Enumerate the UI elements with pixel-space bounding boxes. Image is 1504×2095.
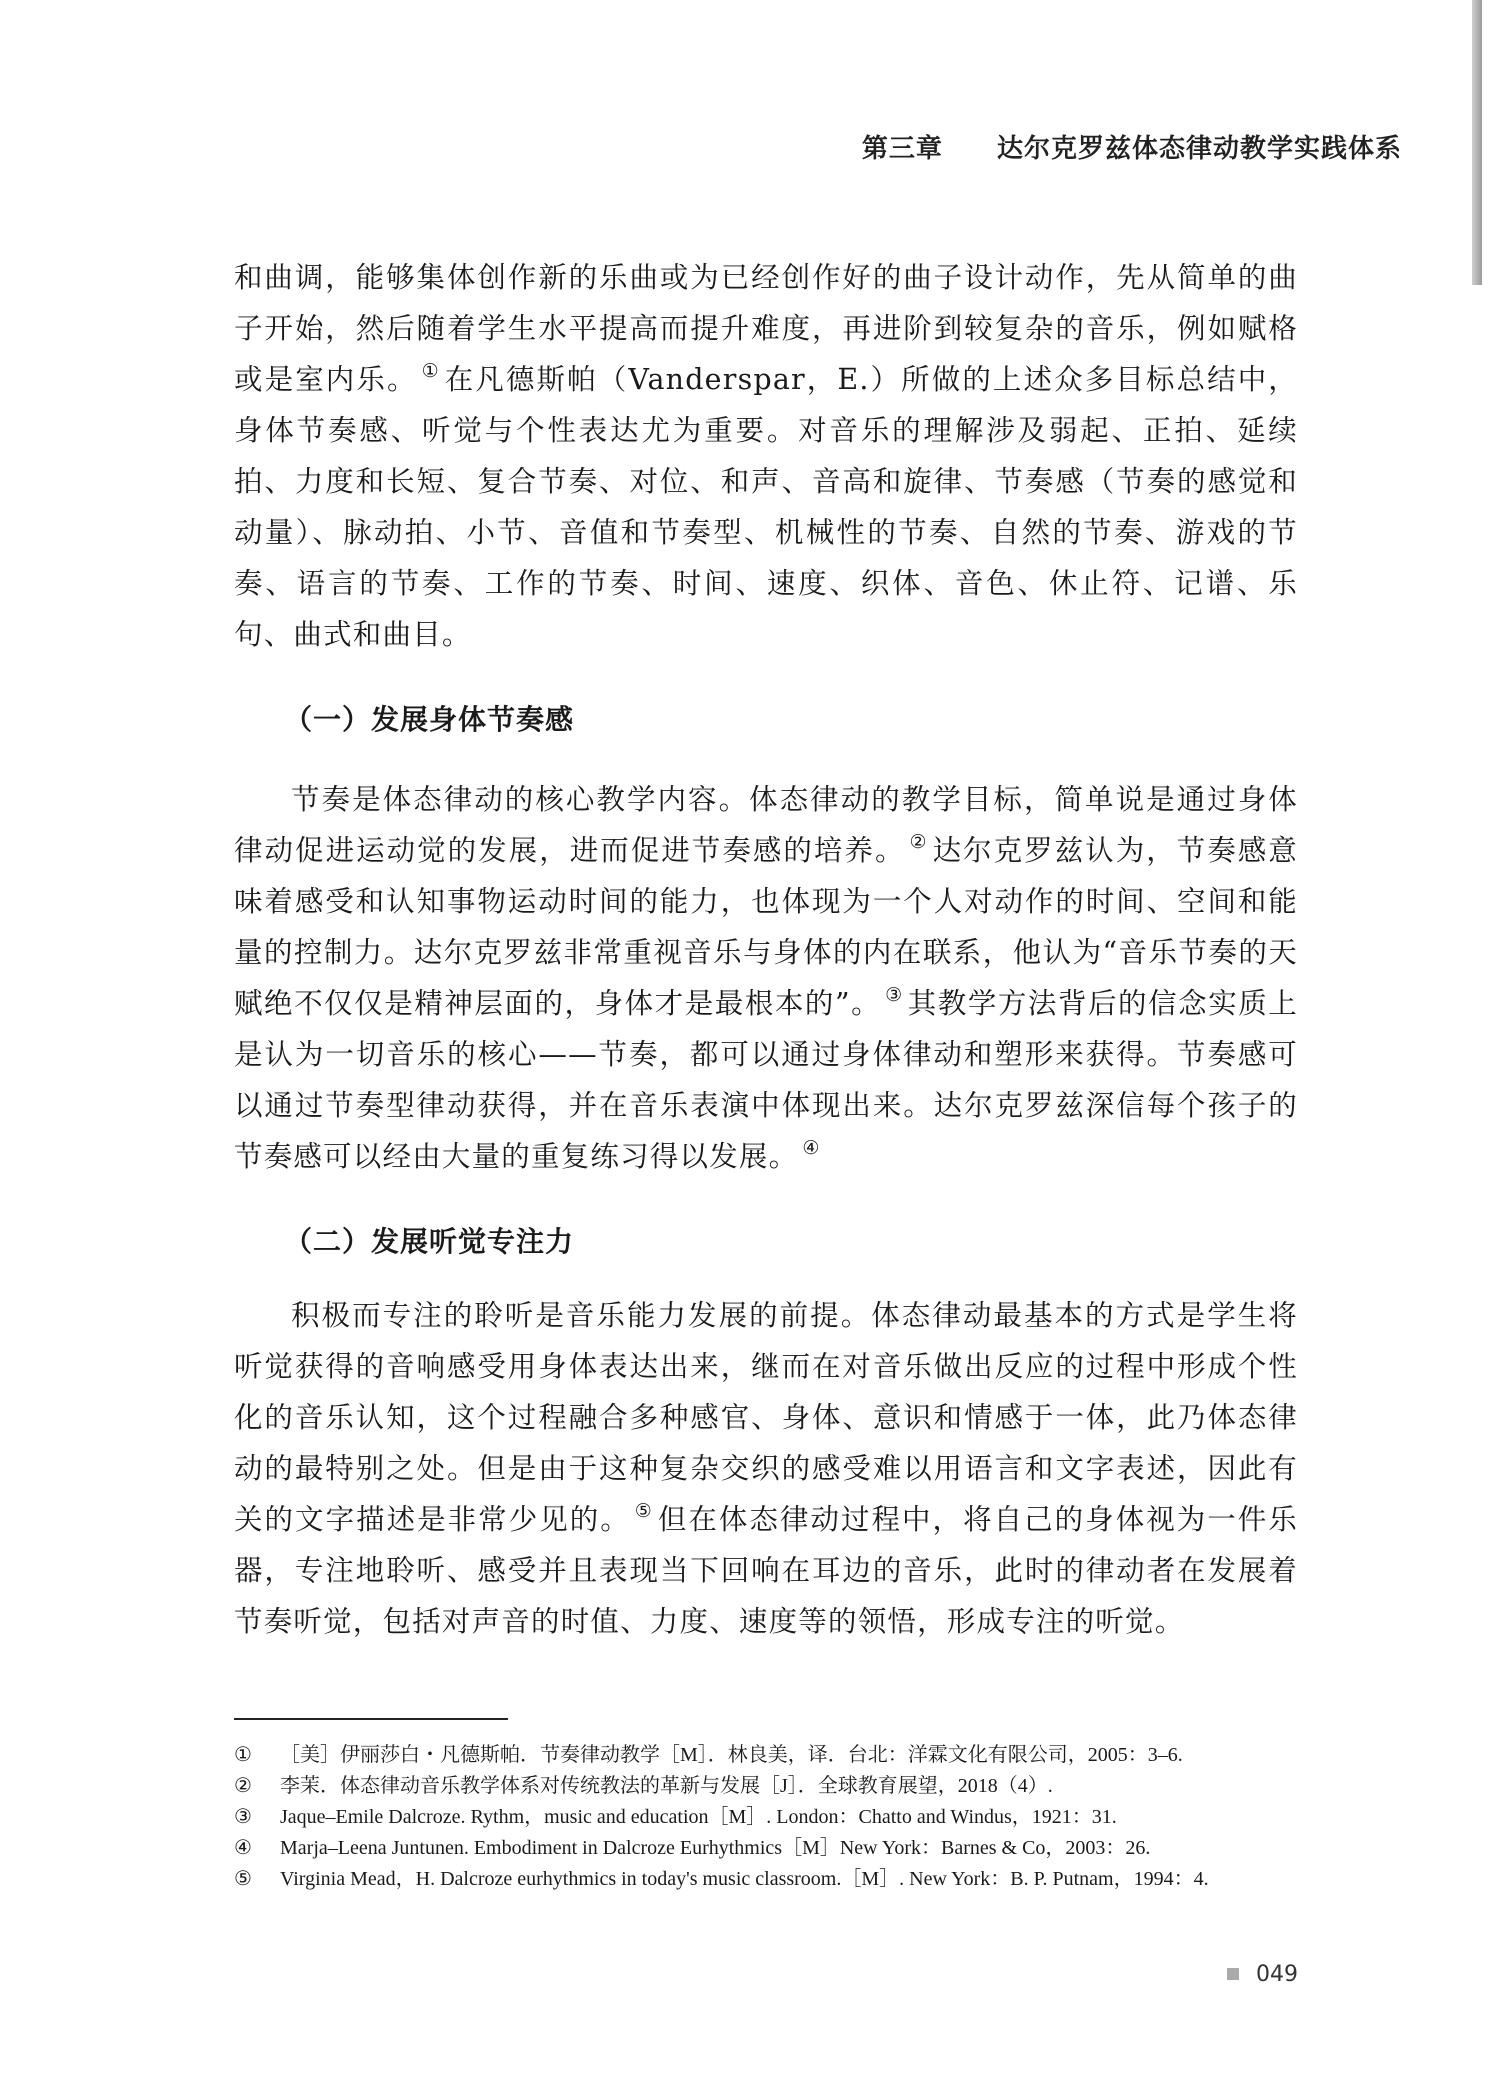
footnote-5 — [234, 1864, 1314, 1895]
chapter-title: 达尔克罗兹体态律动教学实践体系 — [996, 134, 1402, 164]
paragraph-2-text-1: 节奏是体态律动的核心教学内容。体态律动的教学目标，简单说是通过身体律动促进运动觉的发展，进而促进节奏感的培养。 — [234, 783, 1298, 867]
footnote-text: Jaque–Emile Dalcroze. Rythm，music and education［M］. London：Chatto and Windus，1921：31. — [280, 1806, 1117, 1828]
footnotes — [234, 1740, 1314, 1895]
main-text — [234, 252, 1298, 1647]
page-marker-square — [1227, 1968, 1239, 1980]
page-number: 049 — [1256, 1962, 1298, 1987]
paragraph-2-text-2: 达尔克罗兹认为，节奏感意味着感受和认知事物运动时间的能力，也体现为一个人对动作的时间、空间和能量的控制力。达尔克罗兹非常重视音乐与身体的内在联系，他认为“音乐节奏的天赋绝不仅仅是精神层面的，身体才是最根本的”。 — [234, 834, 1299, 1020]
running-header — [862, 128, 1402, 165]
paragraph-2 — [234, 774, 1298, 1182]
paragraph-1-text-2: 在凡德斯帕（Vanderspar，E.）所做的上述众多目标总结中，身体节奏感、听觉与个性表达尤为重要。对音乐的理解涉及弱起、正拍、延续拍、力度和长短、复合节奏、对位、和声、音高和旋律、节奏感（节奏的感觉和动量）、脉动拍、小节、音值和节奏型、机械性的节奏、自然的节奏、游戏的节奏、语言的节奏、工作的节奏、时间、速度、织体、音色、休止符、记谱、乐句、曲式和曲目。 — [234, 363, 1299, 651]
footnote-divider — [234, 1718, 508, 1720]
footnote-ref-5: ⑤ — [634, 1500, 654, 1522]
footnote-4 — [234, 1833, 1314, 1864]
footnote-text: Virginia Mead，H. Dalcroze eurhythmics in today's music classroom.［M］. New York：B. P. Putnam，1994：4. — [280, 1868, 1209, 1890]
paragraph-1-text-1: 和曲调，能够集体创作新的乐曲或为已经创作好的曲子设计动作，先从简单的曲子开始，然后随着学生水平提高而提升难度，再进阶到较复杂的音乐，例如赋格或是室内乐。 — [234, 261, 1298, 396]
footnote-ref-4: ④ — [802, 1137, 821, 1159]
section-heading-1: （一）发展身体节奏感 — [284, 703, 575, 736]
paragraph-3-text-2: 但在体态律动过程中，将自己的身体视为一件乐器，专注地聆听、感受并且表现当下回响在耳边的音乐，此时的律动者在发展着节奏听觉，包括对声音的时值、力度、速度等的领悟，形成专注的听觉。 — [234, 1503, 1299, 1638]
footnote-2 — [234, 1771, 1314, 1802]
footnote-ref-1: ① — [421, 360, 441, 382]
footnote-ref-2: ② — [909, 831, 929, 853]
paragraph-3-text-1: 积极而专注的聆听是音乐能力发展的前提。体态律动最基本的方式是学生将听觉获得的音响感受用身体表达出来，继而在对音乐做出反应的过程中形成个性化的音乐认知，这个过程融合多种感官、身体、意识和情感于一体，此乃体态律动的最特别之处。但是由于这种复杂交织的感受难以用语言和文字表述，因此有关的文字描述是非常少见的。 — [234, 1299, 1298, 1536]
paragraph-3 — [234, 1290, 1298, 1647]
footnote-number: ③ — [234, 1806, 252, 1828]
footnote-1 — [234, 1740, 1314, 1771]
chapter-label: 第三章 — [861, 134, 943, 164]
section-heading-2: （二）发展听觉专注力 — [284, 1225, 575, 1258]
footnote-text: Marja–Leena Juntunen. Embodiment in Dalcroze Eurhythmics［M］New York：Barnes & Co，2003：26. — [280, 1837, 1151, 1859]
footnote-ref-3: ③ — [885, 984, 904, 1006]
footnote-3 — [234, 1802, 1314, 1833]
footnote-number: ① — [234, 1744, 252, 1766]
footnote-text: ［美］伊丽莎白・凡德斯帕．节奏律动教学［M］．林良美，译．台北：洋霖文化有限公司，2005：3–6. — [280, 1744, 1183, 1766]
paragraph-1 — [234, 252, 1298, 660]
footnote-text: 李茉．体态律动音乐教学体系对传统教法的革新与发展［J］．全球教育展望，2018（4）. — [280, 1775, 1053, 1797]
paragraph-2-text-3: 其教学方法背后的信念实质上是认为一切音乐的核心——节奏，都可以通过身体律动和塑形来获得。节奏感可以通过节奏型律动获得，并在音乐表演中体现出来。达尔克罗兹深信每个孩子的节奏感可以经由大量的重复练习得以发展。 — [234, 987, 1298, 1173]
footnote-number: ④ — [234, 1837, 252, 1859]
footnote-number: ⑤ — [234, 1868, 252, 1890]
page-edge-shadow — [1472, 0, 1482, 285]
footnote-number: ② — [234, 1775, 252, 1797]
